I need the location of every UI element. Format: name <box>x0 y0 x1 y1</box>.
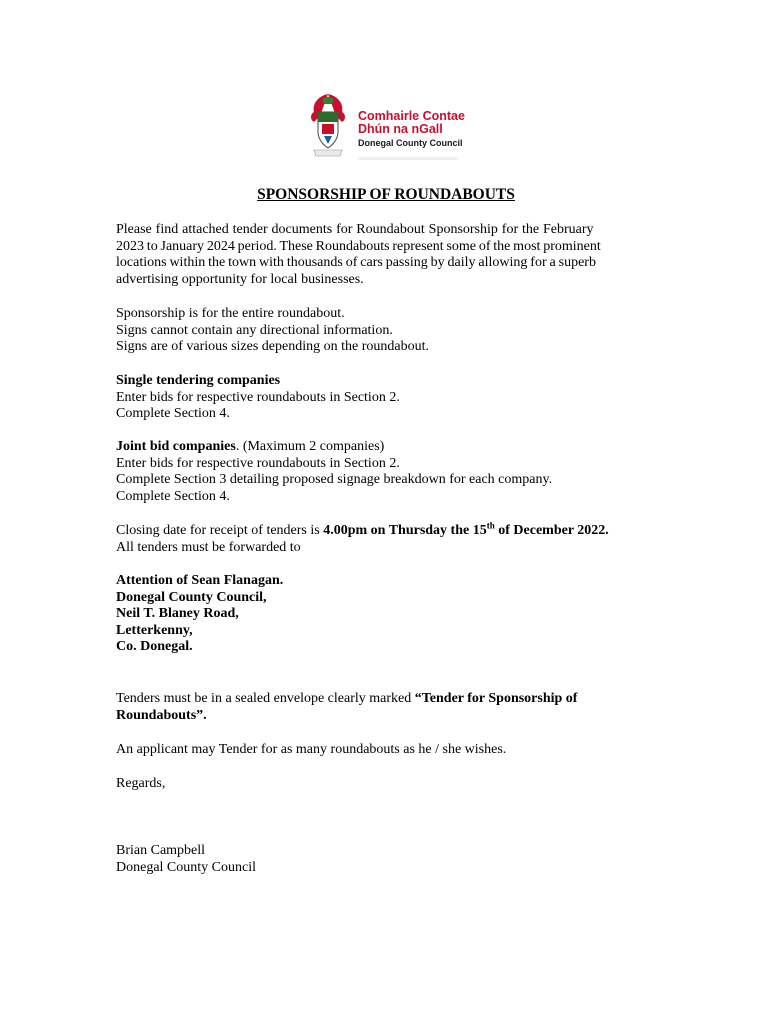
signatory-organization: Donegal County Council <box>116 859 256 875</box>
joint-bid-heading-suffix: . (Maximum 2 companies) <box>235 439 385 454</box>
regards-line: Regards, <box>116 776 166 791</box>
rules-paragraph <box>116 306 656 356</box>
rule-line-1: Sponsorship is for the entire roundabout. <box>116 306 345 321</box>
address-line-1: Attention of Sean Flanagan. <box>116 573 284 588</box>
joint-bid-heading: Joint bid companies <box>116 439 236 454</box>
closing-date-bold: 4.00pm on Thursday the 15 <box>323 523 487 538</box>
closing-date-bold-2: of December 2022. <box>494 523 609 538</box>
document-title: SPONSORSHIP OF ROUNDABOUTS <box>257 186 515 203</box>
intro-line-1: Please find attached tender documents for Roundabout Sponsorship for the February <box>116 222 594 237</box>
rule-line-3: Signs are of various sizes depending on the roundabout. <box>116 339 429 355</box>
logo-faint-watermark <box>302 154 470 164</box>
joint-line-2: Complete Section 3 detailing proposed signage breakdown for each company. <box>116 472 553 488</box>
signature-block <box>116 843 656 876</box>
intro-paragraph <box>116 222 656 288</box>
signatory-name: Brian Campbell <box>116 843 206 858</box>
single-tendering-section <box>116 373 656 423</box>
closing-salutation <box>116 776 656 793</box>
joint-line-1: Enter bids for respective roundabouts in Section 2. <box>116 455 400 471</box>
intro-line-2: 2023 to January 2024 period. These Roundabouts represent some of the most prominent <box>116 238 601 254</box>
address-line-4: Letterkenny, <box>116 622 193 638</box>
single-tendering-heading: Single tendering companies <box>116 373 281 388</box>
envelope-marking-1: “Tender for Sponsorship of <box>414 691 578 706</box>
rule-line-2: Signs cannot contain any directional information. <box>116 322 393 338</box>
council-logo <box>300 88 472 164</box>
joint-line-3: Complete Section 4. <box>116 488 230 504</box>
envelope-paragraph <box>116 691 656 724</box>
address-line-2: Donegal County Council, <box>116 589 267 605</box>
logo-english-name: Donegal County Council <box>358 138 463 148</box>
address-line-3: Neil T. Blaney Road, <box>116 606 239 622</box>
closing-line-2: All tenders must be forwarded to <box>116 539 301 555</box>
single-line-1: Enter bids for respective roundabouts in Section 2. <box>116 389 400 405</box>
address-block <box>116 573 656 656</box>
envelope-prefix: Tenders must be in a sealed envelope clearly marked <box>116 691 415 706</box>
envelope-marking-2: Roundabouts”. <box>116 707 207 723</box>
closing-date-sup: th <box>486 520 495 531</box>
closing-prefix: Closing date for receipt of tenders is <box>116 523 324 538</box>
intro-line-3: locations within the town with thousands of cars passing by daily allowing for a superb <box>116 255 596 271</box>
address-line-5: Co. Donegal. <box>116 639 193 655</box>
applicant-paragraph <box>116 742 656 759</box>
closing-date-paragraph <box>116 520 656 556</box>
joint-bid-section <box>116 439 656 505</box>
council-crest-icon <box>308 90 348 160</box>
applicant-line: An applicant may Tender for as many roundabouts as he / she wishes. <box>116 742 507 757</box>
logo-irish-name-line1: Comhairle Contae <box>358 109 465 123</box>
logo-irish-name-line2: Dhún na nGall <box>358 122 443 136</box>
single-line-2: Complete Section 4. <box>116 406 230 422</box>
intro-line-4: advertising opportunity for local businesses. <box>116 271 364 287</box>
